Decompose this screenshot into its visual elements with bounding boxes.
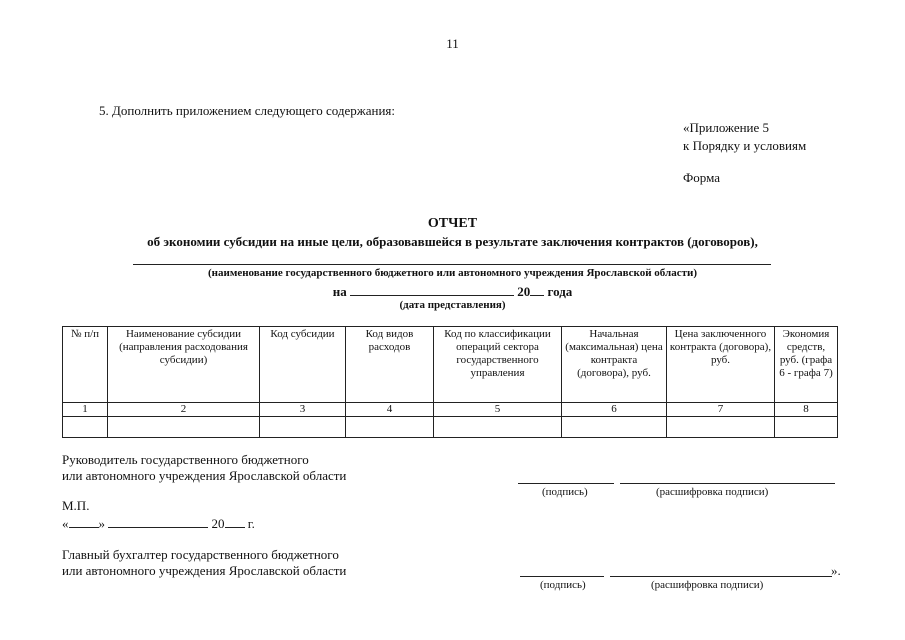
head-decode-line <box>620 483 835 484</box>
report-title: ОТЧЕТ <box>427 216 478 231</box>
table-header-row <box>63 327 838 403</box>
year-suffix: г. <box>247 516 255 531</box>
appendix-line-2: к Порядку и условиям <box>683 138 807 153</box>
table-cell[interactable] <box>108 417 260 438</box>
institution-name-line <box>133 264 771 265</box>
column-number: 3 <box>260 403 346 417</box>
table-cell[interactable] <box>434 417 562 438</box>
table-cell[interactable] <box>346 417 434 438</box>
date-suffix: года <box>547 284 573 299</box>
head-sign-caption: (подпись) <box>542 486 588 498</box>
open-quote: « <box>62 516 69 531</box>
header-cell: Экономия средств, руб. (графа 6 - графа 7) <box>775 327 838 403</box>
header-cell: № п/п <box>63 327 108 403</box>
column-number: 1 <box>63 403 108 417</box>
accountant-line-2: или автономного учреждения Ярославской области <box>62 563 347 578</box>
header-cell: Начальная (максимальная) цена контракта (договора), руб. <box>562 327 667 403</box>
accountant-sign-line <box>520 576 604 577</box>
header-cell: Код по классификации операций сектора государственного управления <box>434 327 562 403</box>
stamp-mp: М.П. <box>62 498 90 513</box>
head-decode-caption: (расшифровка подписи) <box>656 486 769 498</box>
accountant-decode-caption: (расшифровка подписи) <box>651 579 764 591</box>
head-signature-label <box>62 452 346 484</box>
head-line-2: или автономного учреждения Ярославской области <box>62 468 347 483</box>
table-row <box>63 417 838 438</box>
intro-text: 5. Дополнить приложением следующего содержания: <box>99 103 395 118</box>
appendix-heading <box>683 119 806 155</box>
column-number: 7 <box>667 403 775 417</box>
date-line <box>0 284 905 300</box>
institution-caption: (наименование государственного бюджетного или автономного учреждения Ярославской области) <box>208 267 697 279</box>
close-quote: » <box>98 516 105 531</box>
accountant-decode-line <box>610 576 832 577</box>
table-cell[interactable] <box>260 417 346 438</box>
year-blank <box>225 516 245 528</box>
stamp-date-line <box>62 516 255 532</box>
table-cell[interactable] <box>562 417 667 438</box>
accountant-signature-label <box>62 547 346 579</box>
date-prefix: на <box>332 284 347 299</box>
table-cell[interactable] <box>775 417 838 438</box>
accountant-sign-caption: (подпись) <box>540 579 586 591</box>
date-caption: (дата представления) <box>399 299 506 311</box>
head-line-1: Руководитель государственного бюджетного <box>62 452 309 467</box>
column-number: 8 <box>775 403 838 417</box>
date-blank <box>350 284 514 296</box>
month-blank <box>108 516 208 528</box>
date-year-blank <box>530 284 544 296</box>
column-number: 5 <box>434 403 562 417</box>
column-number: 4 <box>346 403 434 417</box>
column-number-row <box>63 403 838 417</box>
table-cell[interactable] <box>63 417 108 438</box>
closing-quote: ». <box>831 563 841 578</box>
report-table <box>62 326 838 438</box>
year-prefix: 20 <box>211 516 225 531</box>
report-subtitle: об экономии субсидии на иные цели, образовавшейся в результате заключения контрактов (договоров), <box>147 234 758 249</box>
header-cell: Наименование субсидии (направления расходования субсидии) <box>108 327 260 403</box>
header-cell: Код видов расходов <box>346 327 434 403</box>
date-year-prefix: 20 <box>517 284 531 299</box>
header-cell: Цена заключенного контракта (договора), руб. <box>667 327 775 403</box>
column-number: 2 <box>108 403 260 417</box>
table-cell[interactable] <box>667 417 775 438</box>
head-sign-line <box>518 483 614 484</box>
form-label: Форма <box>683 170 720 185</box>
page-number: 11 <box>446 36 459 51</box>
header-cell: Код субсидии <box>260 327 346 403</box>
accountant-line-1: Главный бухгалтер государственного бюджетного <box>62 547 339 562</box>
day-blank <box>69 516 99 528</box>
appendix-line-1: «Приложение 5 <box>683 120 770 135</box>
column-number: 6 <box>562 403 667 417</box>
